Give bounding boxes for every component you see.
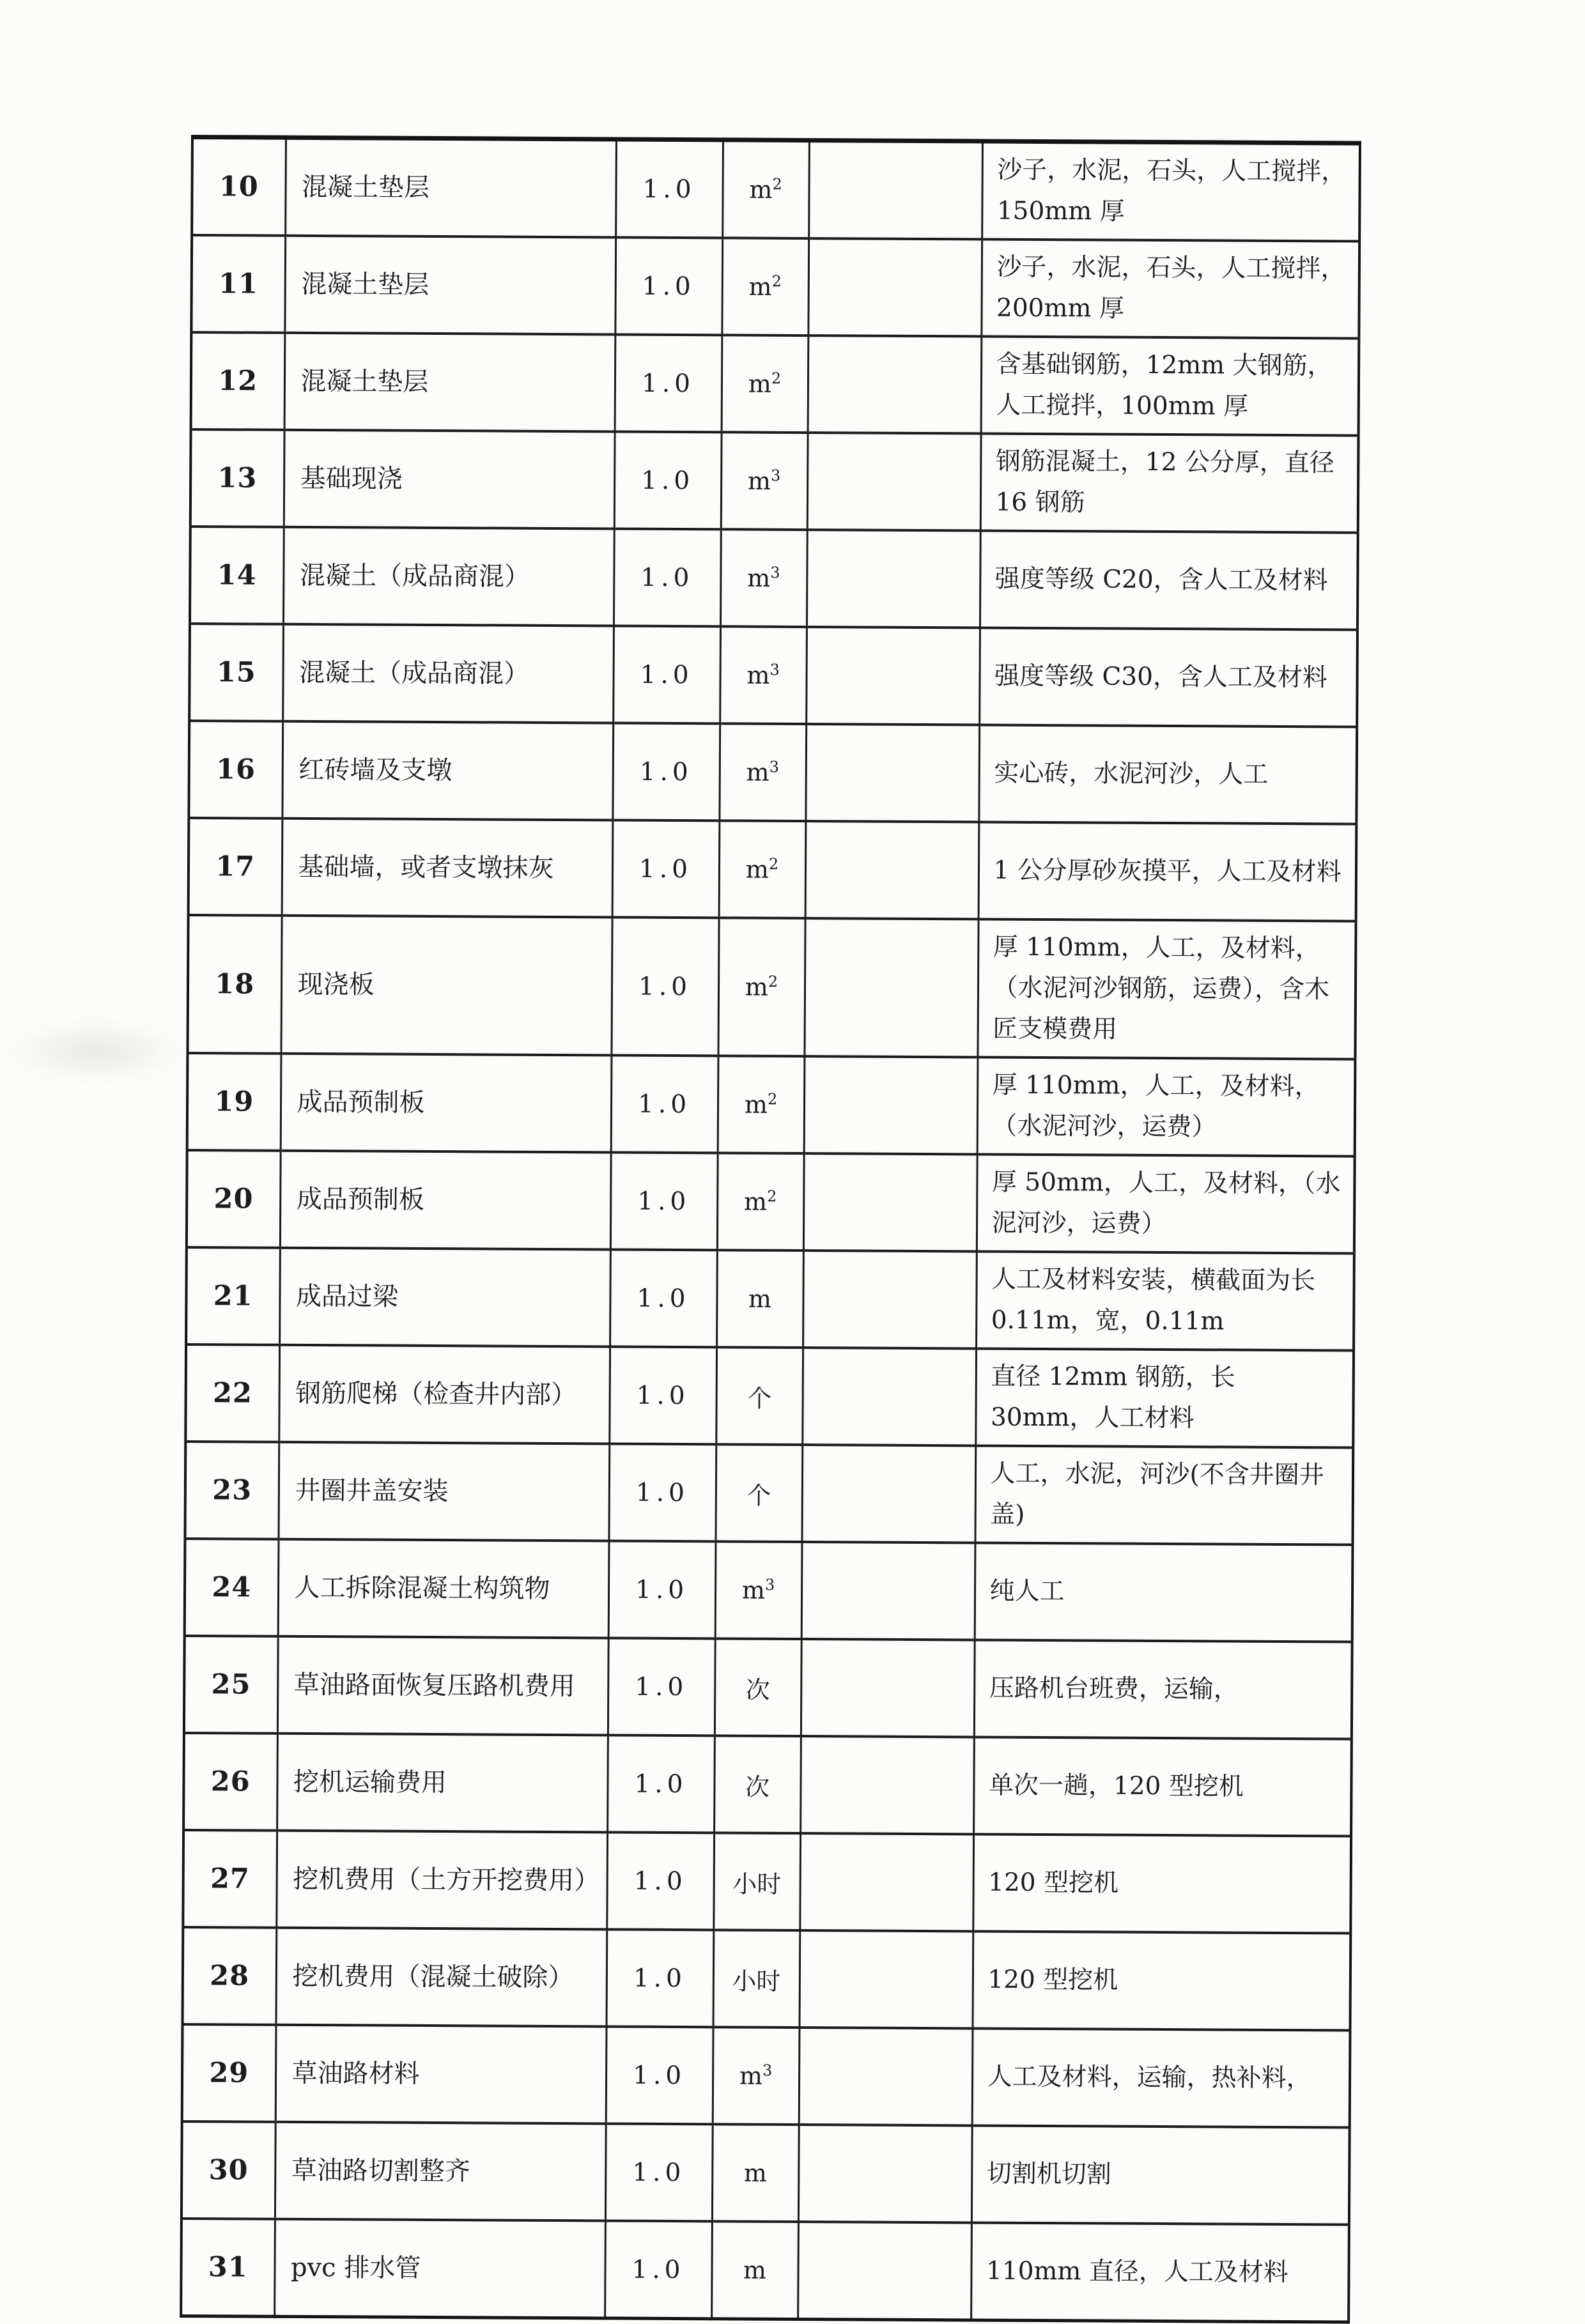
description-cell: 120 型挖机	[973, 1931, 1351, 2030]
unit-exponent: 3	[765, 1576, 775, 1594]
quantity-cell: 1.0	[611, 1055, 718, 1153]
unit-base: m	[746, 661, 769, 689]
empty-cell	[805, 821, 979, 919]
empty-cell	[800, 1833, 973, 1931]
table-row	[184, 1636, 1352, 1739]
unit-exponent: 3	[762, 2061, 772, 2079]
unit-base: 次	[745, 1773, 769, 1801]
table-row	[185, 1442, 1353, 1545]
quantity-cell: 1.0	[605, 2220, 712, 2318]
description-cell: 钢筋混凝土，12 公分厚，直径 16 钢筋	[980, 433, 1359, 532]
item-name-cell: 混凝土（成品商混）	[282, 624, 614, 723]
unit-exponent: 2	[767, 1187, 777, 1205]
table-row	[186, 1247, 1354, 1351]
table-row	[192, 137, 1360, 242]
row-number-cell: 28	[183, 1927, 277, 2025]
item-name-cell: 挖机费用（土方开挖费用）	[276, 1831, 607, 1930]
unit-base: m	[748, 273, 771, 301]
unit-base: m	[745, 973, 768, 1001]
item-name-cell: 红砖墙及支墩	[282, 721, 613, 820]
quantity-cell: 1.0	[607, 1929, 714, 2027]
table-row	[189, 818, 1357, 921]
unit-base: m	[745, 1091, 768, 1119]
unit-base: 个	[746, 1481, 771, 1509]
unit-base: m	[744, 2159, 767, 2187]
empty-cell	[799, 2028, 973, 2125]
unit-cell	[715, 1638, 801, 1736]
table-row	[183, 1830, 1351, 1934]
unit-cell	[718, 918, 805, 1056]
item-name-cell: 混凝土垫层	[284, 333, 615, 432]
quantity-cell: 1.0	[614, 431, 722, 529]
row-number-cell: 21	[186, 1247, 280, 1345]
unit-cell	[719, 820, 806, 918]
item-name-cell: 挖机运输费用	[277, 1734, 608, 1833]
unit-cell	[720, 529, 807, 627]
empty-cell	[798, 2125, 972, 2222]
item-name-cell: 草油路材料	[275, 2025, 607, 2124]
table-row	[190, 527, 1358, 630]
description-cell: 110mm 直径，人工及材料	[971, 2222, 1349, 2322]
unit-cell	[713, 1930, 800, 2028]
empty-cell	[798, 2222, 971, 2320]
row-number-cell: 27	[183, 1830, 277, 1928]
unit-cell	[719, 723, 806, 821]
table-row	[189, 721, 1357, 824]
empty-cell	[806, 627, 980, 725]
unit-base: m	[748, 370, 771, 398]
item-name-cell: 现浇板	[281, 916, 612, 1056]
cost-items-table	[180, 135, 1361, 2324]
table-row	[191, 332, 1359, 436]
unit-cell	[712, 2124, 799, 2222]
table-row	[185, 1539, 1353, 1642]
quantity-cell: 1.0	[613, 626, 720, 723]
description-cell: 人工及材料，运输，热补料，	[972, 2028, 1350, 2127]
quantity-cell: 1.0	[608, 1638, 715, 1735]
table-container	[180, 135, 1359, 2324]
empty-cell	[801, 1542, 975, 1640]
unit-base: 小时	[732, 1870, 781, 1898]
table-row	[183, 1927, 1351, 2031]
description-cell: 强度等级 C30，含人工及材料	[979, 627, 1357, 727]
empty-cell	[801, 1639, 975, 1737]
empty-cell	[801, 1445, 975, 1543]
row-number-cell: 14	[190, 527, 284, 624]
item-name-cell: 成品预制板	[280, 1151, 611, 1250]
empty-cell	[800, 1930, 973, 2028]
quantity-cell: 1.0	[606, 2026, 713, 2124]
item-name-cell: 基础现浇	[284, 430, 615, 529]
row-number-cell: 11	[191, 235, 285, 333]
unit-base: m	[747, 564, 770, 592]
table-row	[185, 1344, 1354, 1448]
description-cell: 沙子，水泥，石头，人工搅拌，150mm 厚	[982, 141, 1360, 242]
item-name-cell: 成品过梁	[279, 1248, 610, 1347]
empty-cell	[802, 1348, 976, 1445]
quantity-cell: 1.0	[610, 1152, 718, 1250]
quantity-cell: 1.0	[607, 1735, 715, 1833]
table-row	[187, 915, 1356, 1059]
row-number-cell: 23	[185, 1442, 279, 1539]
unit-cell	[715, 1541, 802, 1639]
unit-cell	[713, 1833, 800, 1930]
description-cell: 人工，水泥，河沙(不含井圈井盖)	[975, 1445, 1353, 1544]
row-number-cell: 20	[187, 1150, 281, 1248]
row-number-cell: 13	[190, 429, 284, 527]
row-number-cell: 17	[189, 818, 282, 916]
description-cell: 实心砖，水泥河沙，人工	[978, 725, 1357, 824]
item-name-cell: 草油路切割整齐	[275, 2122, 606, 2221]
row-number-cell: 12	[191, 332, 285, 430]
unit-base: m	[744, 1188, 767, 1216]
item-name-cell: 人工拆除混凝土构筑物	[278, 1539, 609, 1638]
row-number-cell: 31	[181, 2219, 275, 2316]
unit-base: 小时	[732, 1967, 780, 1995]
empty-cell	[805, 724, 979, 822]
description-cell: 压路机台班费，运输，	[974, 1640, 1352, 1739]
item-name-cell: 钢筋爬梯（检查井内部）	[279, 1345, 610, 1444]
table-row	[190, 429, 1359, 533]
item-name-cell: 草油路面恢复压路机费用	[277, 1636, 608, 1735]
unit-base: 个	[747, 1384, 771, 1412]
empty-cell	[803, 1153, 977, 1251]
unit-cell	[722, 335, 808, 433]
unit-exponent: 2	[768, 1090, 777, 1108]
item-name-cell: 挖机费用（混凝土破除）	[276, 1928, 607, 2027]
empty-cell	[808, 335, 982, 433]
unit-base: m	[748, 467, 771, 495]
quantity-cell: 1.0	[615, 139, 723, 238]
unit-exponent: 3	[769, 661, 779, 679]
row-number-cell: 10	[192, 137, 286, 236]
unit-base: m	[749, 176, 772, 204]
item-name-cell: 混凝土垫层	[284, 236, 615, 335]
empty-cell	[807, 433, 981, 530]
quantity-cell: 1.0	[615, 334, 722, 432]
quantity-cell: 1.0	[612, 820, 720, 918]
quantity-cell: 1.0	[615, 237, 722, 335]
unit-base: m	[742, 1576, 765, 1604]
description-cell: 单次一趟，120 型挖机	[973, 1737, 1352, 1836]
quantity-cell: 1.0	[607, 1832, 714, 1930]
item-name-cell: 混凝土垫层	[285, 137, 616, 237]
row-number-cell: 29	[182, 2024, 276, 2122]
description-cell: 1 公分厚砂灰摸平，人工及材料	[978, 822, 1357, 921]
item-name-cell: 成品预制板	[281, 1054, 612, 1153]
table-row	[181, 2219, 1349, 2322]
description-cell: 强度等级 C20，含人工及材料	[980, 530, 1358, 629]
row-number-cell: 22	[185, 1344, 279, 1442]
empty-cell	[804, 1056, 978, 1154]
unit-cell	[713, 2027, 800, 2125]
quantity-cell: 1.0	[611, 917, 718, 1056]
row-number-cell: 25	[184, 1636, 278, 1734]
unit-cell	[722, 140, 809, 238]
row-number-cell: 30	[182, 2121, 275, 2219]
unit-base: 次	[746, 1675, 770, 1704]
unit-cell	[716, 1250, 803, 1348]
description-cell: 直径 12mm 钢筋，长 30mm，人工材料	[975, 1348, 1354, 1447]
scan-smudge	[6, 1019, 185, 1083]
quantity-cell: 1.0	[605, 2123, 713, 2221]
table-row	[183, 1733, 1352, 1836]
item-name-cell: 基础墙，或者支墩抹灰	[282, 819, 613, 918]
unit-base: m	[739, 2062, 762, 2090]
item-name-cell: 混凝土（成品商混）	[283, 527, 614, 626]
row-number-cell: 24	[185, 1539, 279, 1636]
description-cell: 120 型挖机	[973, 1834, 1351, 1933]
unit-exponent: 2	[771, 369, 781, 387]
table-row	[182, 2024, 1350, 2128]
unit-cell	[722, 238, 808, 335]
empty-cell	[807, 530, 980, 627]
unit-exponent: 2	[772, 175, 782, 193]
row-number-cell: 19	[187, 1053, 281, 1151]
item-name-cell: pvc 排水管	[274, 2219, 605, 2318]
empty-cell	[808, 238, 982, 336]
unit-cell	[721, 432, 808, 530]
description-cell: 厚 50mm，人工，及材料，（水泥河沙，运费）	[977, 1154, 1355, 1253]
description-cell: 切割机切割	[971, 2125, 1350, 2224]
quantity-cell: 1.0	[610, 1249, 717, 1347]
empty-cell	[800, 1736, 974, 1834]
unit-base: m	[746, 856, 769, 884]
description-cell: 厚 110mm，人工，及材料，（水泥河沙，运费）	[977, 1057, 1356, 1156]
unit-exponent: 3	[769, 758, 779, 776]
table-row	[191, 235, 1359, 339]
empty-cell	[803, 1250, 977, 1348]
unit-base: m	[746, 758, 769, 787]
unit-cell	[711, 2221, 798, 2319]
unit-cell	[717, 1153, 804, 1250]
unit-exponent: 2	[768, 973, 778, 990]
unit-exponent: 3	[771, 466, 780, 484]
unit-base: m	[743, 2256, 766, 2284]
description-cell: 含基础钢筋，12mm 大钢筋，人工搅拌，100mm 厚	[981, 336, 1359, 435]
empty-cell	[804, 918, 978, 1057]
description-cell: 厚 110mm，人工，及材料，（水泥河沙钢筋，运费），含木匠支模费用	[977, 919, 1356, 1059]
unit-exponent: 3	[770, 564, 780, 581]
unit-cell	[716, 1347, 803, 1445]
unit-cell	[715, 1444, 802, 1542]
description-cell: 人工及材料安装，横截面为长 0.11m，宽，0.11m	[976, 1251, 1354, 1350]
row-number-cell: 16	[189, 721, 282, 819]
description-cell: 纯人工	[975, 1543, 1353, 1642]
quantity-cell: 1.0	[608, 1443, 716, 1541]
quantity-cell: 1.0	[612, 723, 720, 820]
table-row	[187, 1053, 1356, 1157]
table-row	[189, 624, 1357, 727]
table-row	[187, 1150, 1355, 1254]
quantity-cell: 1.0	[609, 1346, 716, 1444]
description-cell: 沙子，水泥，石头，人工搅拌，200mm 厚	[981, 239, 1359, 338]
item-name-cell: 井圈井盖安装	[278, 1442, 609, 1541]
unit-base: m	[748, 1285, 771, 1313]
table-row	[182, 2121, 1350, 2225]
quantity-cell: 1.0	[614, 528, 721, 626]
row-number-cell: 18	[187, 915, 281, 1054]
quantity-cell: 1.0	[608, 1541, 716, 1638]
unit-cell	[720, 626, 807, 724]
row-number-cell: 15	[189, 624, 283, 721]
unit-cell	[714, 1735, 801, 1833]
empty-cell	[808, 141, 982, 240]
unit-exponent: 2	[772, 272, 782, 290]
row-number-cell: 26	[183, 1733, 277, 1831]
unit-cell	[718, 1056, 805, 1153]
unit-exponent: 2	[769, 855, 778, 873]
